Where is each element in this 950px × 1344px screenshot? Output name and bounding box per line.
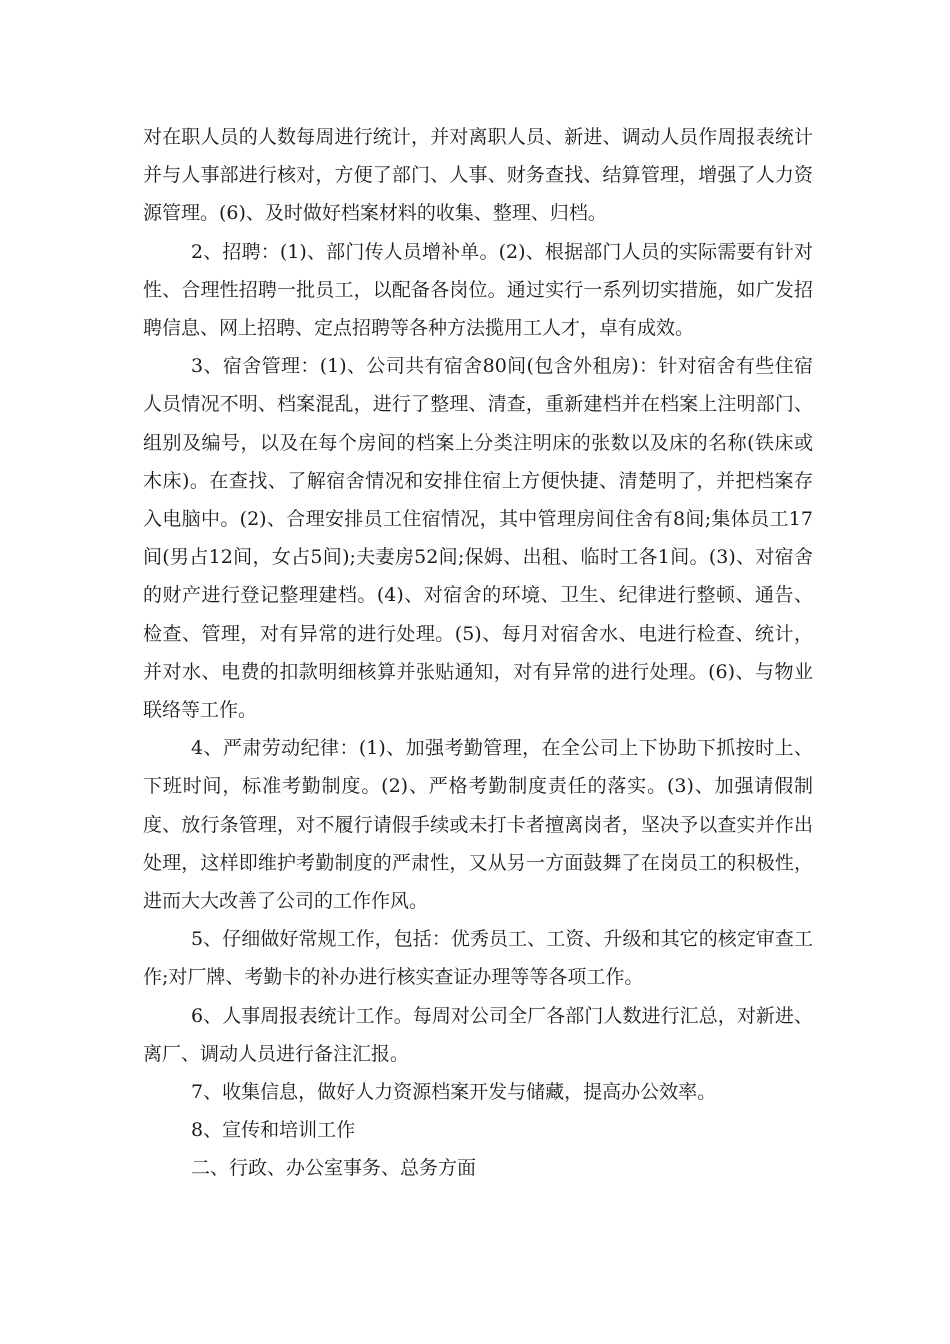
paragraph-recruitment: 2、招聘：(1)、部门传人员增补单。(2)、根据部门人员的实际需要有针对性、合理性招聘一批员工，以配备各岗位。通过实行一系列切实措施，如广发招聘信息、网上招聘、定点招聘等各种方法揽用工人才，卓有成效。 — [143, 240, 813, 340]
paragraph-dormitory-management: 3、宿舍管理：(1)、公司共有宿舍80间(包含外租房)：针对宿舍有些住宿人员情况不明、档案混乱，进行了整理、清查，重新建档并在档案上注明部门、组别及编号，以及在每个房间的档案上分类注明床的张数以及床的名称(铁床或木床)。在查找、了解宿舍情况和安排住宿上方便快捷、清楚明了，并把档案存入电脑中。(2)、合理安排员工住宿情况，其中管理房间住舍有8间;集体员工17间(男占12间，女占5间);夫妻房52间;保姆、出租、临时工各1间。(3)、对宿舍的财产进行登记整理建档。(4)、对宿舍的环境、卫生、纪律进行整顿、通告、检查、管理，对有异常的进行处理。(5)、每月对宿舍水、电进行检查、统计，并对水、电费的扣款明细核算并张贴通知，对有异常的进行处理。(6)、与物业联络等工作。 — [143, 355, 813, 722]
paragraph-archive-management: 对在职人员的人数每周进行统计，并对离职人员、新进、调动人员作周报表统计并与人事部进行核对，方便了部门、人事、财务查找、结算管理，增强了人力资源管理。(6)、及时做好档案材料的收集、整理、归档。 — [143, 126, 813, 225]
paragraph-routine-work: 5、仔细做好常规工作，包括：优秀员工、工资、升级和其它的核定审查工作;对厂牌、考勤卡的补办进行核实查证办理等等各项工作。 — [143, 928, 813, 989]
document-body — [143, 118, 813, 1188]
paragraph-weekly-report: 6、人事周报表统计工作。每周对公司全厂各部门人数进行汇总，对新进、离厂、调动人员进行备注汇报。 — [143, 1004, 813, 1065]
paragraph-information-collection: 7、收集信息，做好人力资源档案开发与储藏，提高办公效率。 — [191, 1081, 717, 1104]
section-heading-administration: 二、行政、办公室事务、总务方面 — [191, 1157, 477, 1180]
paragraph-training: 8、宣传和培训工作 — [191, 1119, 356, 1142]
paragraph-labor-discipline: 4、严肃劳动纪律：(1)、加强考勤管理，在全公司上下协助下抓按时上、下班时间，标准考勤制度。(2)、严格考勤制度责任的落实。(3)、加强请假制度、放行条管理，对不履行请假手续或未打卡者擅离岗者，坚决予以查实并作出处理，这样即维护考勤制度的严肃性，又从另一方面鼓舞了在岗员工的积极性，进而大大改善了公司的工作作风。 — [143, 737, 813, 913]
